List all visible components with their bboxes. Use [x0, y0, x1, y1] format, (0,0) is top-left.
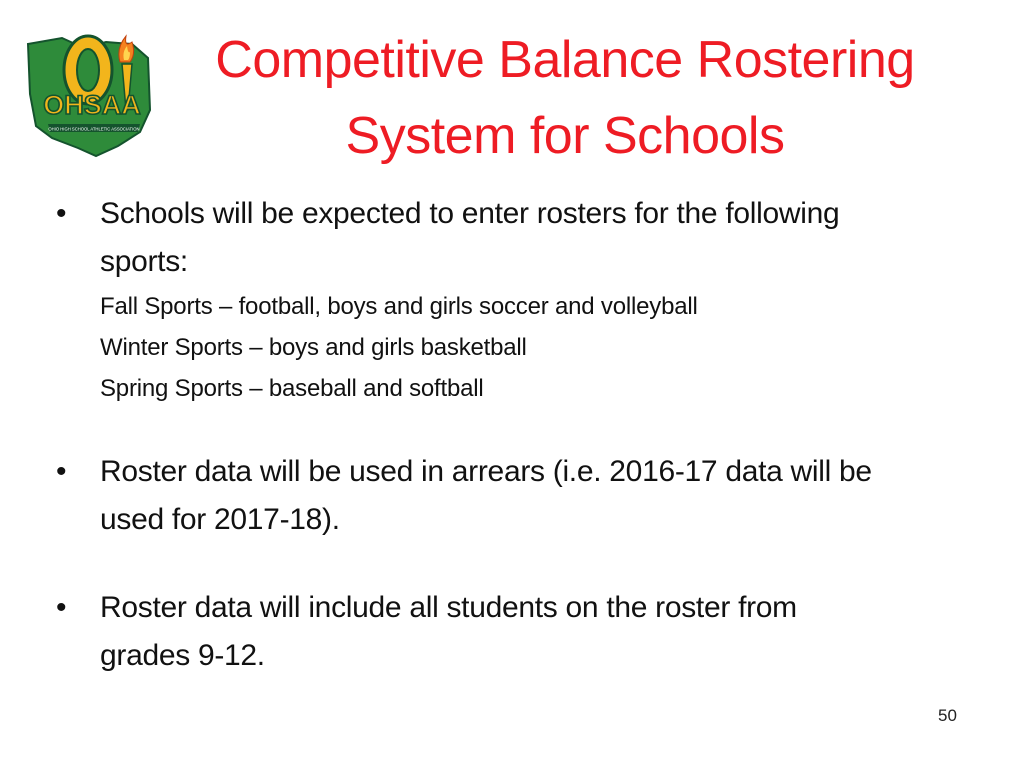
bullet-marker: • — [56, 455, 67, 488]
bullet-3-line-2: grades 9-12. — [100, 639, 265, 672]
sub-item-winter: Winter Sports – boys and girls basketball — [100, 334, 527, 361]
sub-item-fall: Fall Sports – football, boys and girls soccer and volleyball — [100, 293, 698, 320]
page-number: 50 — [938, 706, 957, 725]
title-line-1: Competitive Balance Rostering — [215, 31, 915, 89]
bullet-1-line-2: sports: — [100, 245, 188, 278]
bullet-2-line-2: used for 2017-18). — [100, 503, 340, 536]
bullet-marker: • — [56, 591, 67, 624]
sub-item-spring: Spring Sports – baseball and softball — [100, 375, 484, 402]
bullet-1-line-1: Schools will be expected to enter rosters for the following — [100, 197, 840, 230]
ohsaa-logo — [22, 14, 162, 162]
bullet-3-line-1: Roster data will include all students on the roster from — [100, 591, 797, 624]
logo-wordmark: OHSAA — [43, 90, 141, 120]
title-line-2: System for Schools — [345, 107, 785, 165]
bullet-2-line-1: Roster data will be used in arrears (i.e. 2016-17 data will be — [100, 455, 872, 488]
bullet-marker: • — [56, 197, 67, 230]
slide-title — [200, 22, 930, 174]
logo-tagline: OHIO HIGH SCHOOL ATHLETIC ASSOCIATION — [48, 126, 140, 132]
